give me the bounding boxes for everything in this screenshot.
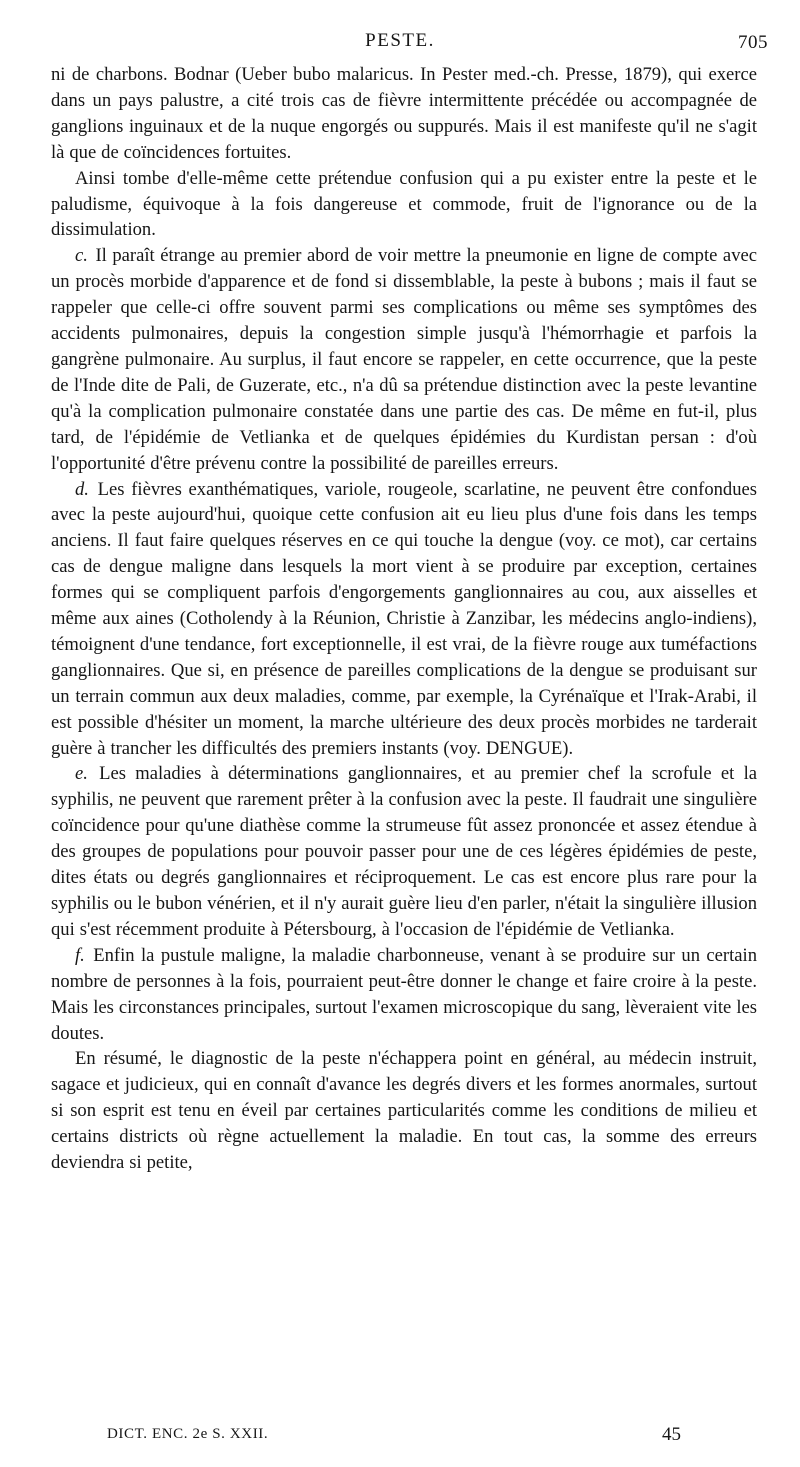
paragraph-text: Il paraît étrange au premier abord de voir mettre la pneumonie en ligne de compte avec un procès morbide d'apparence et de fond si dissemblable, la peste à bubons ; mais il faut se rappeler que celle-ci offre souvent parmi ses complications ou même ses symptômes des accidents pulmonaires, depuis la congestion simple jusqu'à l'hémorrhagie et parfois la gangrène pulmonaire. Au surplus, il faut encore se rappeler, en cette occurrence, que la peste de l'Inde dite de Pali, de Guzerate, etc., n'a dû sa prétendue distinction avec la peste levantine qu'à la complication pulmonaire constatée dans une partie des cas. De même en fut-il, plus tard, de l'épidémie de Vetlianka et de quelques épidémies du Kurdistan persan : d'où l'opportunité d'être prévenu contre la possibilité de pareilles erreurs.: [51, 245, 757, 474]
paragraph-text: Enfin la pustule maligne, la maladie charbonneuse, venant à se produire sur un certain nombre de personnes à la fois, pourraient peut-être donner le change et faire croire à la peste. Mais les circonstances principales, surtout l'examen microscopique du sang, lèveraient vite les doutes.: [51, 944, 757, 1044]
page-number: 705: [738, 32, 768, 53]
paragraph-c: [51, 243, 757, 476]
running-title: PESTE.: [365, 30, 435, 51]
page-footer: [0, 1426, 800, 1450]
paragraph: [51, 1046, 757, 1176]
paragraph-lead: f.: [75, 944, 85, 966]
printer-signature: DICT. ENC. 2e S. XXII.: [107, 1426, 269, 1442]
paragraph-lead: e.: [75, 763, 88, 785]
paragraph-text: Ainsi tombe d'elle-même cette prétendue confusion qui a pu exister entre la peste et le paludisme, équivoque à la fois dangereuse et commode, fruit de l'ignorance ou de la dissimulation.: [51, 167, 757, 241]
paragraph-f: [51, 943, 757, 1047]
paragraph-lead: c.: [75, 245, 88, 267]
paragraph-text: Les fièvres exanthématiques, variole, rougeole, scarlatine, ne peuvent être confondues avec la peste aujourd'hui, quoique cette confusion ait eu lieu plus d'une fois dans les temps anciens. Il faut faire quelques réserves en ce qui touche la dengue (voy. ce mot), car certains cas de dengue maligne dans lesquels la mort vient à se produire par exception, certaines formes qui se compliquent parfois d'engorgements ganglionnaires au cou, aux aisselles et même aux aines (Cotholendy à la Réunion, Christie à Zanzibar, les médecins anglo-indiens), témoignent d'une tendance, fort exceptionnelle, il est vrai, de la fièvre rouge aux tuméfactions ganglionnaires. Que si, en présence de pareilles complications de la dengue se produisant sur un terrain commun aux deux maladies, comme, par exemple, la Cyrénaïque et l'Irak-Arabi, il est possible d'hésiter un moment, la marche ultérieure des deux procès morbides ne tarderait guère à trancher les difficultés des premiers instants (voy. DENGUE).: [51, 478, 757, 759]
body-text: [51, 62, 757, 1176]
paragraph-d: [51, 477, 757, 762]
paragraph-e: [51, 761, 757, 942]
paragraph-text: En résumé, le diagnostic de la peste n'échappera point en général, au médecin instruit, sagace et judicieux, qui en connaît d'avance les degrés divers et les formes anormales, surtout si son esprit est tenu en éveil par certaines particularités comme les conditions de milieu et certains districts où règne actuellement la maladie. En tout cas, la somme des erreurs deviendra si petite,: [51, 1048, 757, 1174]
paragraph: [51, 166, 757, 244]
paragraph-text: Les maladies à déterminations ganglionnaires, et au premier chef la scrofule et la syphilis, ne peuvent que rarement prêter à la confusion avec la peste. Il faudrait une singulière coïncidence pour qu'une diathèse comme la strumeuse fût assez prononcée et assez étendue à des groupes de populations pour pouvoir passer pour une de ces légères épidémies de peste, dites états ou degrés ganglionnaires et réciproquement. Le cas est encore plus rare pour la syphilis ou le bubon vénérien, et il n'y aurait guère lieu d'en parler, n'était la singulière illusion qui s'est récemment produite à Pétersbourg, à l'occasion de l'épidémie de Vetlianka.: [51, 763, 758, 940]
paragraph: [51, 62, 757, 166]
sheet-number: 45: [662, 1424, 681, 1445]
running-header: [0, 28, 800, 56]
paragraph-lead: d.: [75, 478, 89, 500]
paragraph-text: ni de charbons. Bodnar (Ueber bubo malaricus. In Pester med.-ch. Presse, 1879), qui exerce dans un pays palustre, a cité trois cas de fièvre intermittente précédée ou accompagnée de ganglions inguinaux et de la nuque engorgés ou suppurés. Mais il est manifeste qu'il ne s'agit là que de coïncidences fortuites.: [51, 64, 757, 163]
